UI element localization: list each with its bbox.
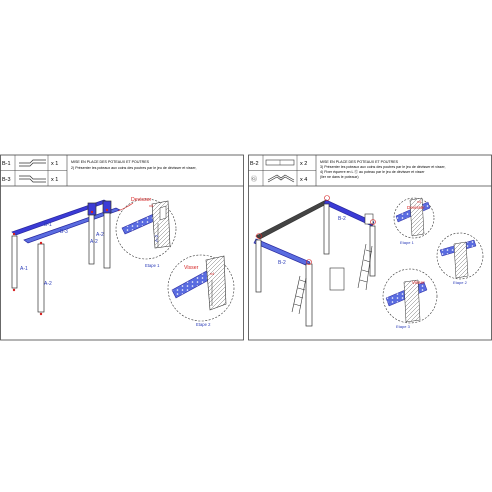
right-part-1-code: B-2	[250, 161, 259, 167]
left-part-1-code: B-1	[2, 161, 11, 167]
caption-etape2-right: Etape 2	[453, 280, 467, 285]
label-b1: B-1	[44, 222, 52, 228]
detail-etape1-right	[394, 198, 434, 238]
label-a2-detail: A-2	[154, 234, 159, 242]
detail-etape2-right	[437, 233, 483, 279]
label-b2-left: B-2	[278, 260, 286, 266]
caption-etape2-left: Etape 2	[196, 322, 211, 327]
callout-x4-right: x4	[417, 200, 422, 204]
label-a2-mid: A-2	[90, 239, 98, 245]
left-frame-structure	[12, 200, 120, 312]
caption-etape1-left: Etape 1	[145, 263, 160, 268]
right-part-2-qty: x 4	[300, 177, 308, 183]
label-a2-left: A-2	[44, 281, 52, 287]
left-instruction-title: MISE EN PLACE DES POTEAUX ET POUTRES	[71, 160, 150, 164]
right-panel	[249, 155, 492, 340]
callout-x4-left-top: x4	[149, 203, 154, 208]
label-a2-right: A-2	[96, 232, 104, 238]
left-part-2-code: B-3	[2, 177, 11, 183]
right-part-1-qty: x 2	[300, 161, 308, 167]
ladder-left	[292, 276, 306, 314]
callout-visser-left: Visser	[184, 265, 199, 271]
callout-x4-left-bottom: x4	[210, 271, 215, 276]
right-instruction-3: 3) Présenter les poteaux aux coins des poutres par le jeu de dévisser et visser,	[320, 165, 446, 169]
right-instruction-4: 4) Fixer équerre en L Ⓖ au poteau par le jeu de dévisser et visser	[320, 170, 425, 174]
label-b3: B-3	[60, 229, 68, 235]
caption-etape3-right: Etape 3	[396, 324, 410, 329]
detail-etape2	[168, 255, 234, 321]
caption-etape1-right: Etape 1	[400, 240, 414, 245]
right-instruction-title: MISE EN PLACE DES POTEAUX ET POUTRES	[320, 160, 399, 164]
detail-etape3-right	[383, 269, 437, 323]
label-b2-right: B-2	[338, 216, 346, 222]
right-part-2-code: Ⓖ	[251, 177, 258, 183]
beam-profile-icon	[19, 160, 46, 166]
left-instruction-2: 2) Présenter les poteaux aux coins des poutres par le jeu de dévisser et visser,	[71, 166, 197, 170]
left-panel	[1, 155, 244, 340]
right-instruction-4b: (lier ne dans le poteaux)	[320, 175, 359, 179]
beam-profile-icon-2	[19, 176, 46, 182]
l-bracket-icon	[268, 175, 294, 182]
right-frame-structure	[254, 200, 375, 326]
worker-figure	[330, 268, 344, 290]
callout-devisser-right: Devisser	[407, 205, 425, 210]
beam-b2-icon	[266, 160, 294, 165]
label-a1: A-1	[20, 266, 28, 272]
callout-devisser-left: Devisser	[131, 197, 152, 203]
callout-visser-right: Visser	[412, 280, 425, 285]
worker-figure-2	[365, 214, 373, 224]
left-part-2-qty: x 1	[51, 177, 59, 183]
left-part-1-qty: x 1	[51, 161, 59, 167]
